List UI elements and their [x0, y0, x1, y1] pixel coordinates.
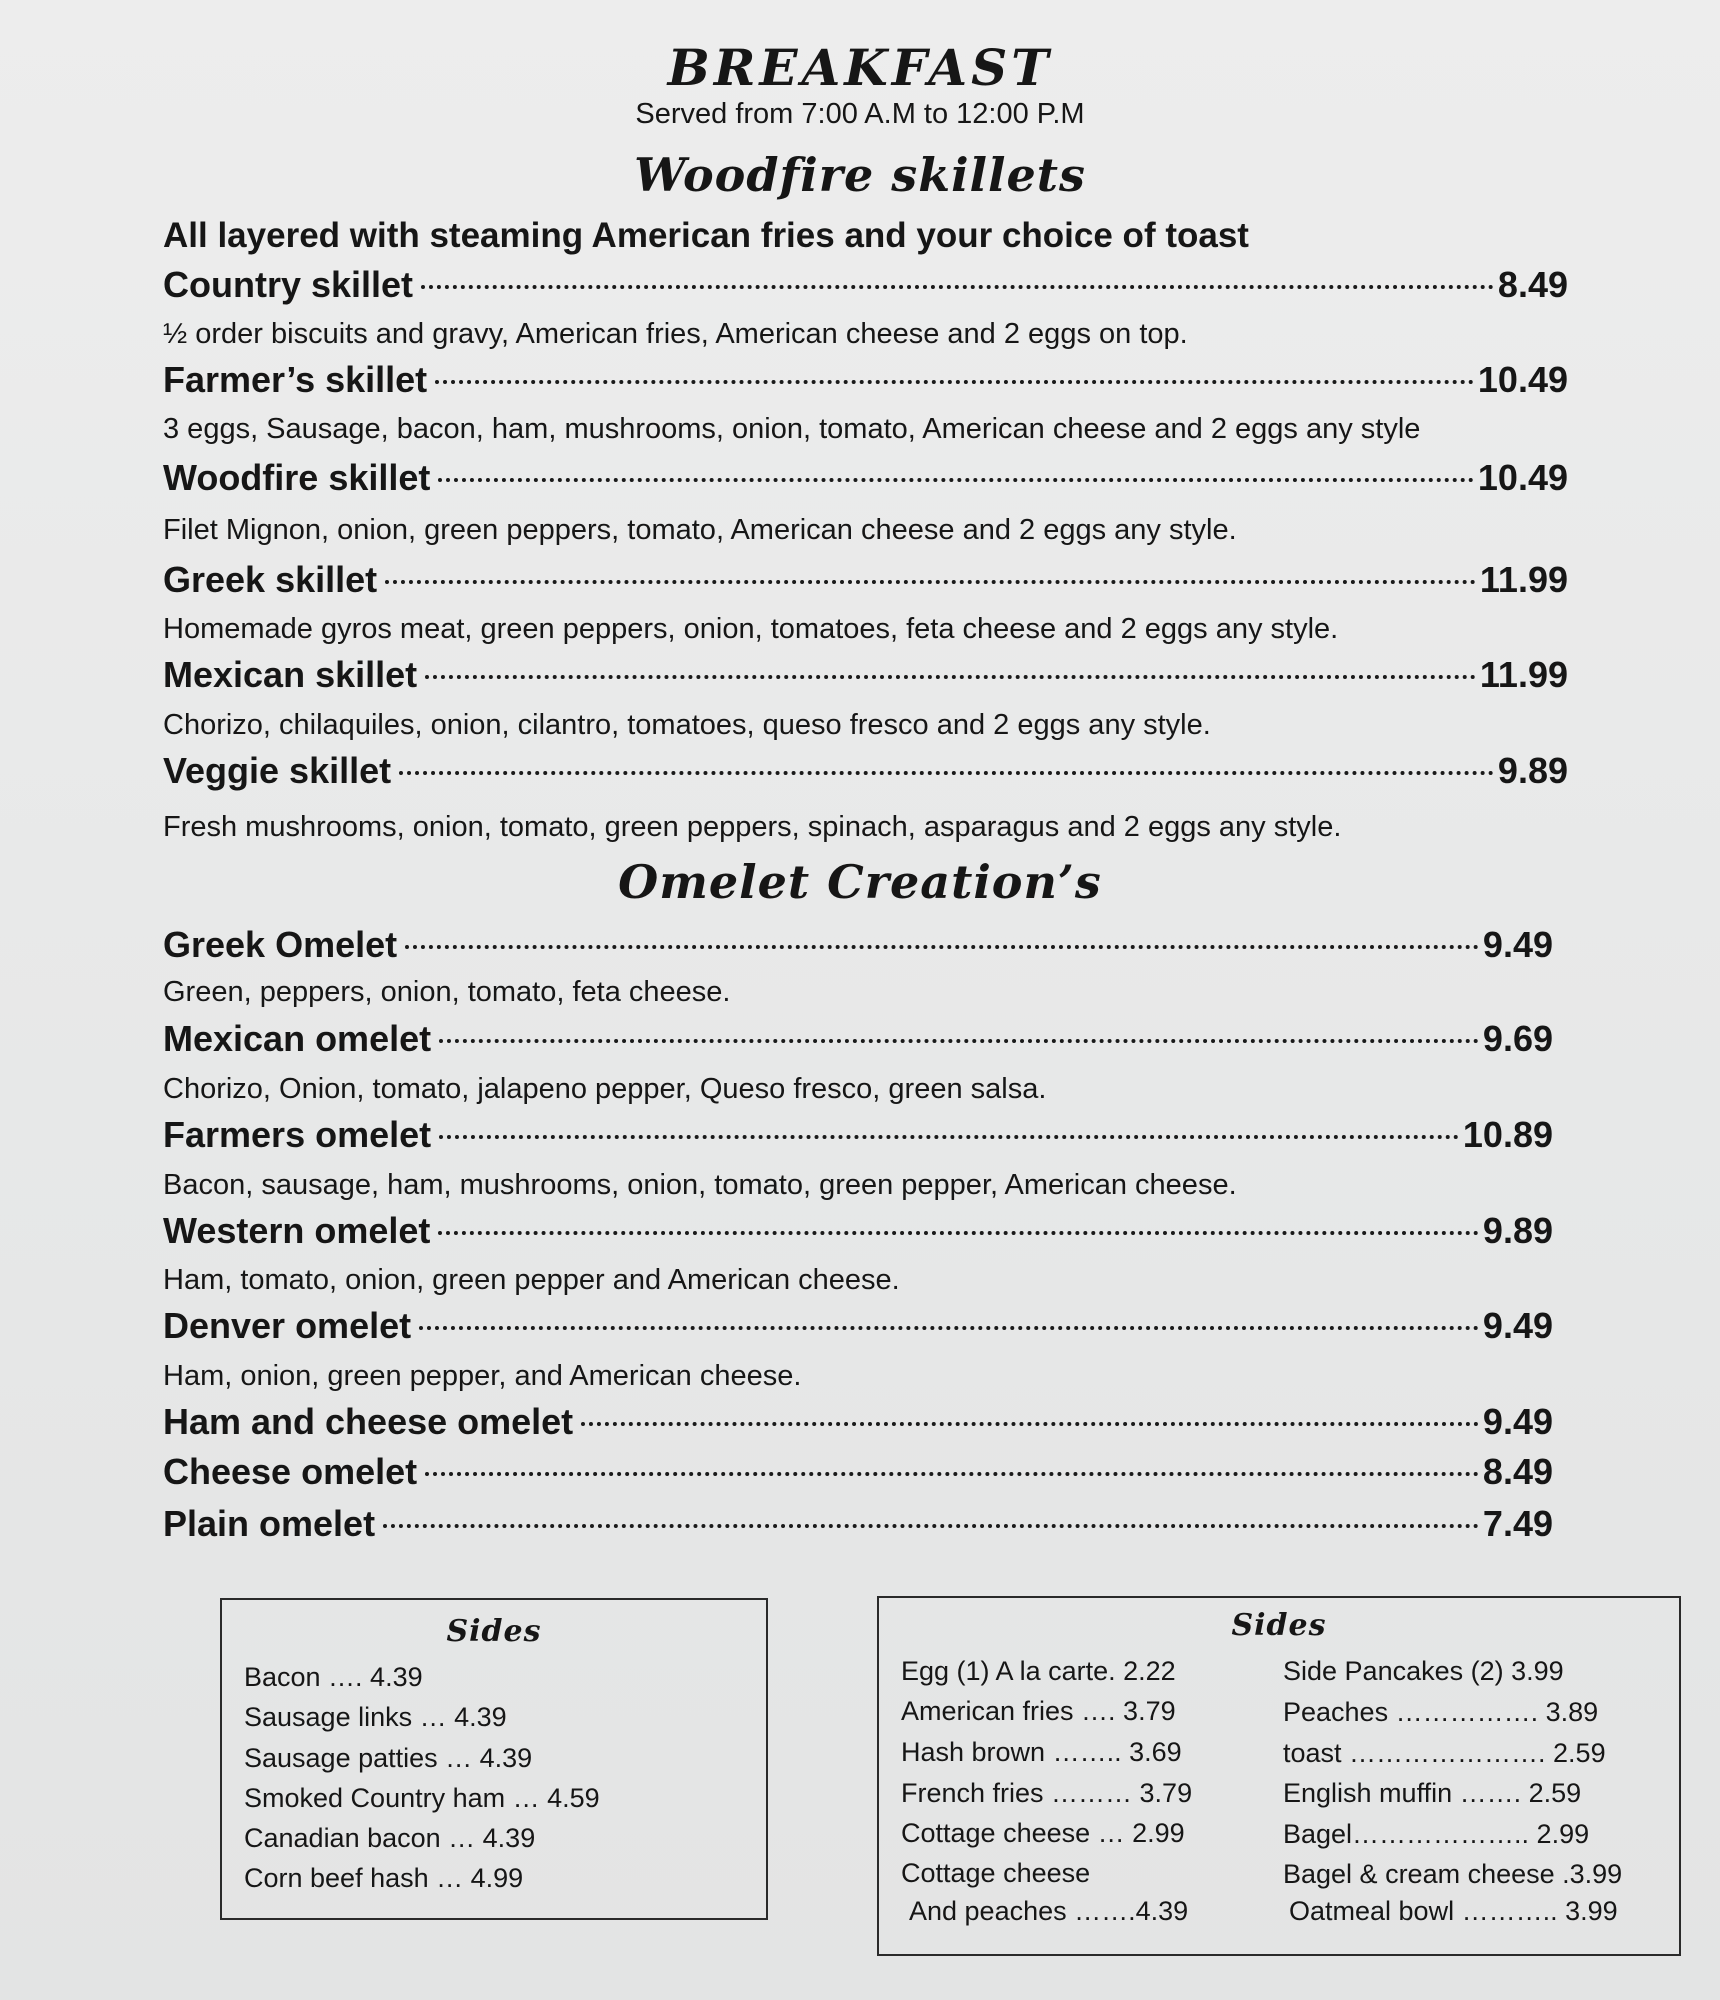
- item-name: Denver omelet: [163, 1305, 412, 1346]
- side-item: French fries ……… 3.79: [901, 1778, 1193, 1808]
- item-name: Farmers omelet: [163, 1114, 432, 1155]
- item-name: Woodfire skillet: [163, 457, 431, 498]
- item-price: 10.89: [1462, 1114, 1553, 1155]
- item-description: Homemade gyros meat, green peppers, onion, tomatoes, feta cheese and 2 eggs any style.: [163, 613, 1339, 645]
- item-description: Ham, onion, green pepper, and American cheese.: [163, 1360, 802, 1392]
- menu-item: [163, 750, 1568, 792]
- side-item: Oatmeal bowl ……….. 3.99: [1289, 1896, 1618, 1926]
- side-item: Smoked Country ham … 4.59: [244, 1783, 600, 1813]
- item-name: Veggie skillet: [163, 750, 392, 791]
- serving-hours: Served from 7:00 A.M to 12:00 P.M: [635, 98, 1085, 130]
- dot-leader: [438, 478, 1474, 482]
- item-price: 9.49: [1482, 1401, 1553, 1442]
- side-item: toast …………………. 2.59: [1283, 1738, 1606, 1768]
- side-item: Peaches ……………. 3.89: [1283, 1697, 1599, 1727]
- item-price: 11.99: [1479, 654, 1568, 695]
- sides-box-left: [220, 1598, 768, 1920]
- dot-leader: [581, 1422, 1479, 1426]
- item-price: 9.89: [1497, 750, 1568, 791]
- item-price: 7.49: [1482, 1503, 1553, 1544]
- menu-item: [163, 1451, 1553, 1493]
- side-item: English muffin ……. 2.59: [1283, 1778, 1582, 1808]
- item-price: 8.49: [1482, 1451, 1553, 1492]
- dot-leader: [405, 945, 1479, 949]
- menu-item: [163, 1114, 1553, 1156]
- item-description: Fresh mushrooms, onion, tomato, green peppers, spinach, asparagus and 2 eggs any style.: [163, 811, 1342, 843]
- sides-title: Sides: [1231, 1608, 1327, 1643]
- side-item: Side Pancakes (2) 3.99: [1283, 1656, 1564, 1686]
- dot-leader: [425, 1472, 1479, 1476]
- item-name: Western omelet: [163, 1210, 431, 1251]
- dot-leader: [438, 1231, 1479, 1235]
- menu-item: [163, 457, 1568, 499]
- item-price: 10.49: [1477, 457, 1568, 498]
- menu-item: [163, 924, 1553, 966]
- item-description: ½ order biscuits and gravy, American fries, American cheese and 2 eggs on top.: [163, 318, 1188, 350]
- dot-leader: [421, 285, 1494, 289]
- sides-box-right: [877, 1596, 1681, 1956]
- skillets-heading: Woodfire skillets: [634, 148, 1086, 202]
- item-price: 9.49: [1482, 924, 1553, 965]
- menu-item: [163, 654, 1568, 696]
- menu-item: [163, 264, 1568, 306]
- side-item: Bagel & cream cheese .3.99: [1283, 1859, 1623, 1889]
- menu-item: [163, 559, 1568, 601]
- skillets-intro: All layered with steaming American fries and your choice of toast: [163, 216, 1249, 255]
- side-item: Bacon …. 4.39: [244, 1662, 423, 1692]
- item-price: 9.69: [1482, 1018, 1553, 1059]
- item-name: Greek Omelet: [163, 924, 398, 965]
- dot-leader: [385, 580, 1476, 584]
- side-item: Cottage cheese: [901, 1858, 1091, 1888]
- menu-title: BREAKFAST: [667, 38, 1053, 97]
- dot-leader: [399, 771, 1494, 775]
- dot-leader: [425, 675, 1476, 679]
- item-name: Country skillet: [163, 264, 414, 305]
- item-price: 11.99: [1479, 559, 1568, 600]
- item-description: 3 eggs, Sausage, bacon, ham, mushrooms, onion, tomato, American cheese and 2 eggs any style: [163, 413, 1421, 445]
- menu-item: [163, 1503, 1553, 1545]
- item-price: 9.89: [1482, 1210, 1553, 1251]
- dot-leader: [439, 1039, 1479, 1043]
- item-name: Farmer’s skillet: [163, 359, 428, 400]
- dot-leader: [383, 1524, 1479, 1528]
- item-price: 9.49: [1482, 1305, 1553, 1346]
- side-item: And peaches …….4.39: [909, 1896, 1189, 1926]
- menu-item: [163, 1305, 1553, 1347]
- menu-item: [163, 1018, 1553, 1060]
- item-price: 10.49: [1477, 359, 1568, 400]
- menu-item: [163, 359, 1568, 401]
- side-item: Canadian bacon … 4.39: [244, 1823, 536, 1853]
- item-name: Greek skillet: [163, 559, 378, 600]
- side-item: Corn beef hash … 4.99: [244, 1863, 524, 1893]
- item-description: Chorizo, Onion, tomato, jalapeno pepper, Queso fresco, green salsa.: [163, 1073, 1047, 1105]
- item-description: Bacon, sausage, ham, mushrooms, onion, tomato, green pepper, American cheese.: [163, 1169, 1237, 1201]
- side-item: Hash brown …….. 3.69: [901, 1737, 1182, 1767]
- sides-title: Sides: [446, 1614, 542, 1649]
- omelets-heading: Omelet Creation’s: [618, 855, 1102, 909]
- side-item: Egg (1) A la carte. 2.22: [901, 1656, 1176, 1686]
- side-item: Sausage patties … 4.39: [244, 1743, 533, 1773]
- item-description: Filet Mignon, onion, green peppers, tomato, American cheese and 2 eggs any style.: [163, 514, 1237, 546]
- item-description: Chorizo, chilaquiles, onion, cilantro, tomatoes, queso fresco and 2 eggs any style.: [163, 709, 1211, 741]
- item-name: Cheese omelet: [163, 1451, 418, 1492]
- item-name: Plain omelet: [163, 1503, 376, 1544]
- item-name: Mexican omelet: [163, 1018, 432, 1059]
- menu-item: [163, 1210, 1553, 1252]
- menu-item: [163, 1401, 1553, 1443]
- dot-leader: [435, 380, 1474, 384]
- item-price: 8.49: [1497, 264, 1568, 305]
- side-item: American fries …. 3.79: [901, 1696, 1176, 1726]
- item-name: Mexican skillet: [163, 654, 418, 695]
- dot-leader: [419, 1326, 1479, 1330]
- side-item: Sausage links … 4.39: [244, 1702, 507, 1732]
- dot-leader: [439, 1135, 1459, 1139]
- side-item: Bagel……………….. 2.99: [1283, 1819, 1590, 1849]
- side-item: Cottage cheese … 2.99: [901, 1818, 1185, 1848]
- item-name: Ham and cheese omelet: [163, 1401, 574, 1442]
- item-description: Ham, tomato, onion, green pepper and American cheese.: [163, 1264, 900, 1296]
- item-description: Green, peppers, onion, tomato, feta cheese.: [163, 976, 731, 1008]
